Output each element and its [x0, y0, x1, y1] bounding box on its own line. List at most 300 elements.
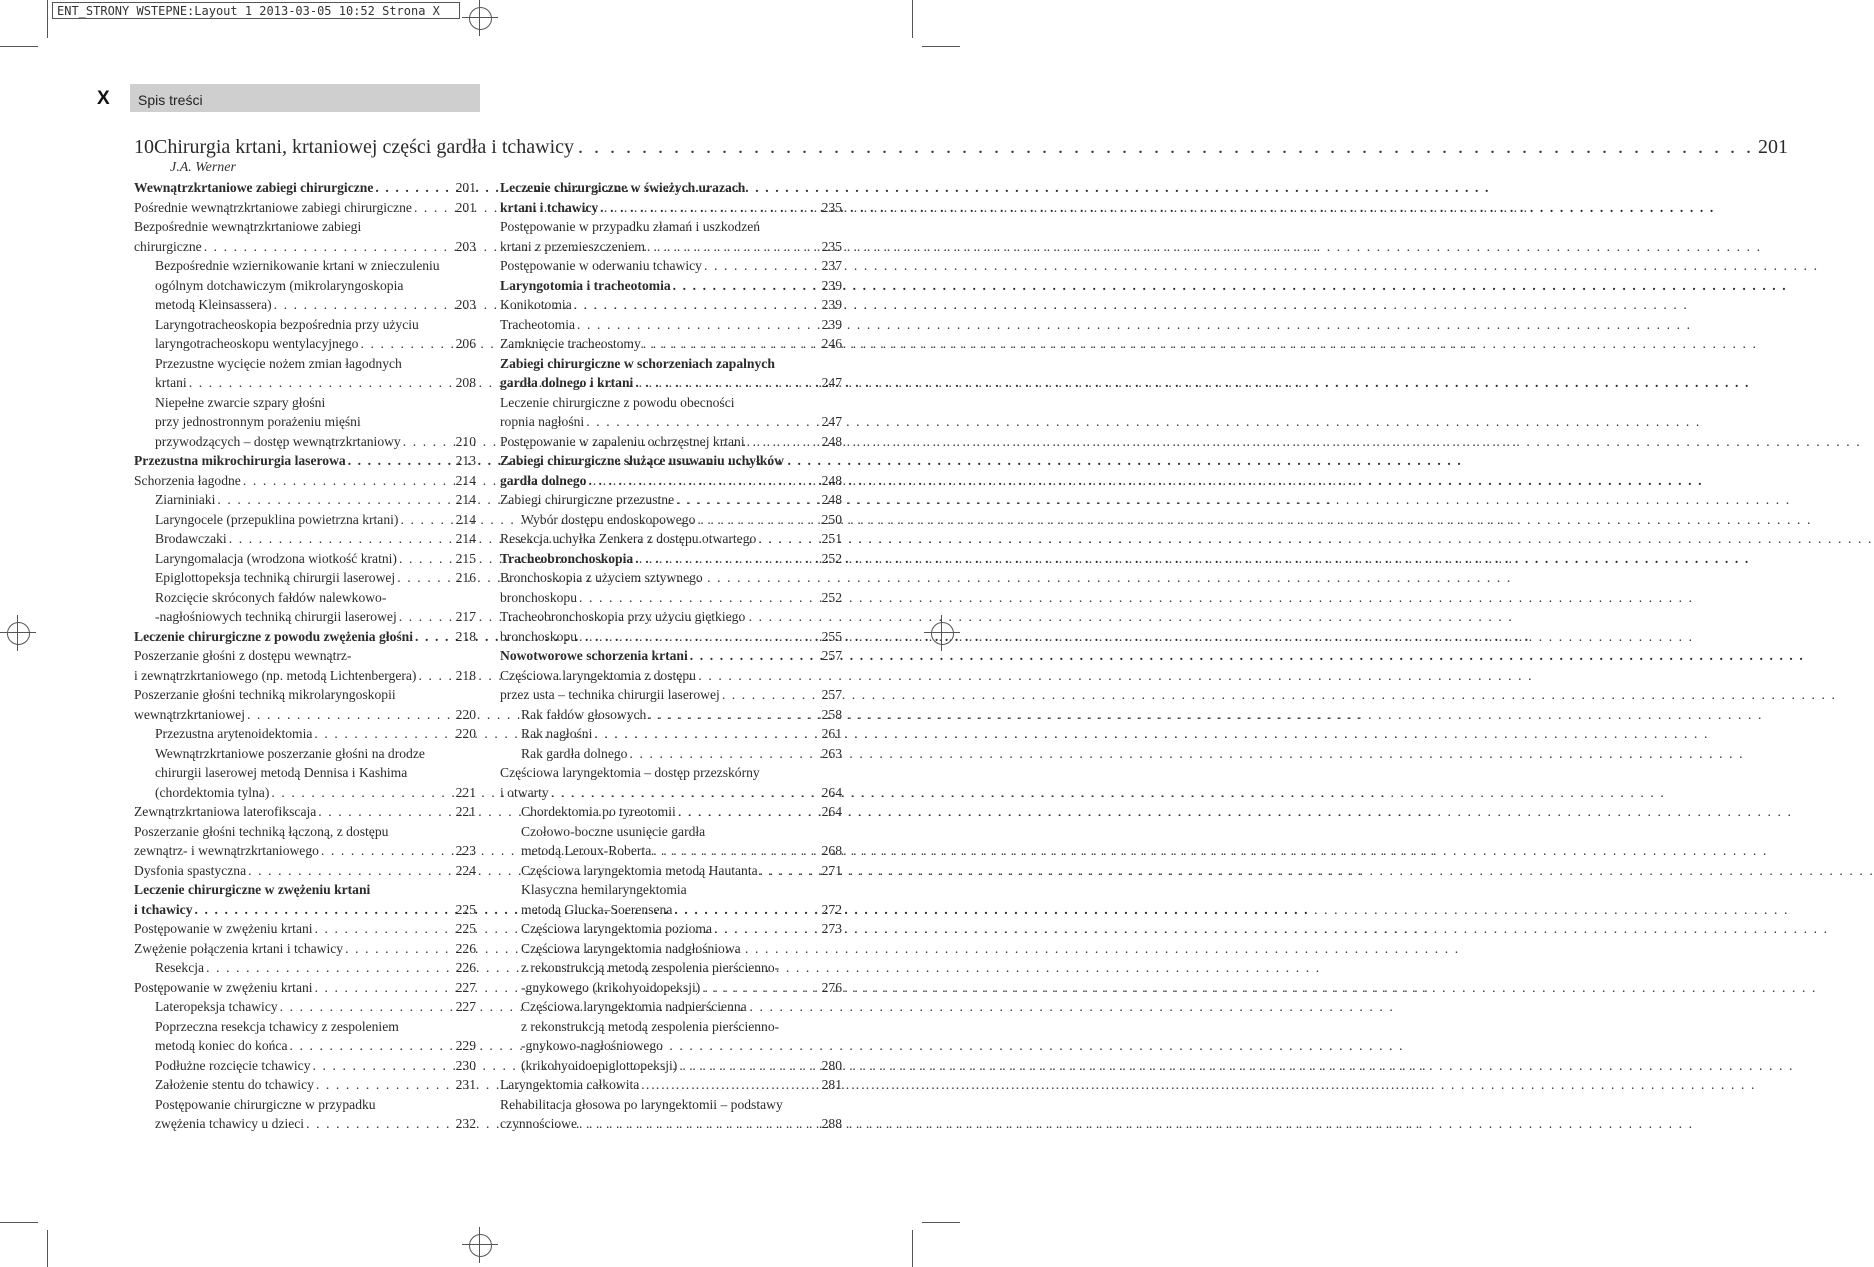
toc-entry [500, 1095, 842, 1115]
toc-entry-title: zwężenia tchawicy u dzieci [155, 1116, 305, 1131]
crop-mark [47, 1230, 48, 1267]
toc-entry [134, 412, 476, 432]
toc-entry [134, 276, 476, 296]
toc-entry-page: 272 [821, 901, 842, 917]
registration-mark-top [462, 0, 498, 36]
dot-leader [635, 549, 819, 569]
dot-leader [758, 529, 819, 549]
toc-entry [500, 295, 842, 315]
toc-entry [134, 978, 476, 998]
toc-entry-title: Zabiegi chirurgiczne w schorzeniach zapalnych [500, 355, 775, 371]
toc-entry [500, 822, 842, 842]
registration-mark-left [0, 615, 36, 651]
toc-entry [134, 529, 476, 549]
toc-entry-title: Brodawczaki [155, 531, 227, 546]
chapter-number: 10 [134, 136, 154, 158]
toc-entry-title: z rekonstrukcją metodą zespolenia pierścienno- [521, 1018, 780, 1034]
registration-mark-bottom [462, 1227, 498, 1263]
toc-entry-page: 225 [455, 901, 476, 917]
toc-entry [500, 997, 842, 1017]
dot-leader [348, 451, 454, 471]
toc-entry [134, 724, 476, 744]
toc-entry-title: Epiglottopeksja techniką chirurgii laserowej [155, 570, 396, 585]
toc-entry [500, 198, 842, 218]
dot-leader [600, 198, 819, 218]
toc-entry [134, 783, 476, 803]
toc-entry-title: krtani i tchawicy [500, 199, 599, 215]
toc-entry [134, 198, 476, 218]
chapter-title: Chirurgia krtani, krtaniowej części gardła i tchawicy [154, 136, 575, 158]
toc-entry [134, 900, 476, 920]
toc-entry-title: Wewnątrzkrtaniowe poszerzanie głośni na drodze [155, 745, 425, 761]
dot-leader [315, 919, 454, 939]
dot-leader [274, 295, 454, 315]
toc-entry-title: metodą Kleinsassera) [155, 297, 272, 312]
toc-entry [500, 432, 842, 452]
toc-entry [134, 549, 476, 569]
toc-entry [500, 393, 842, 413]
dot-leader [399, 549, 454, 569]
toc-entry [500, 919, 842, 939]
toc-entry-title: zewnątrz- i wewnątrzkrtaniowego [134, 843, 319, 858]
toc-entry [500, 354, 842, 374]
toc-entry-page: 281 [821, 1077, 842, 1092]
toc-entry-page: 226 [455, 960, 476, 975]
toc-entry-title: Leczenie chirurgiczne w świeżych urazach [500, 180, 746, 195]
toc-entry [134, 256, 476, 276]
dot-leader [588, 471, 819, 491]
toc-entry-title: bronchoskopu [500, 628, 578, 644]
toc-entry-title: krtani [155, 375, 187, 390]
toc-entry-title: Postępowanie w zapaleniu ochrzęstnej krtani [500, 433, 745, 449]
toc-entry-title: Laryngotracheoskopia bezpośrednia przy użyciu [155, 316, 419, 332]
toc-entry [500, 451, 842, 471]
toc-entry [500, 783, 842, 803]
toc-entry-title: metodą Leroux-Roberta [521, 843, 652, 858]
crop-mark [912, 1230, 913, 1267]
toc-entry [134, 666, 476, 686]
toc-entry-title: Częściowa laryngektomia pozioma [521, 921, 713, 936]
toc-entry-title: Rak fałdów głosowych [521, 706, 647, 722]
toc-entry-page: 210 [455, 433, 476, 449]
toc-entry-page: 263 [821, 745, 842, 761]
toc-entry [134, 178, 476, 198]
toc-entry [134, 939, 476, 959]
toc-entry-page: 248 [821, 472, 842, 488]
dot-leader [673, 276, 820, 296]
dot-leader [647, 237, 820, 257]
toc-entry-title: Bezpośrednie wziernikowanie krtani w znieczuleniu [155, 258, 440, 273]
toc-entry [134, 1017, 476, 1037]
toc-entry [134, 1036, 476, 1056]
toc-entry-title: Zewnątrzkrtaniowa laterofikscaja [134, 804, 317, 819]
toc-entry-title: Częściowa laryngektomia – dostęp przezskórny [500, 765, 760, 780]
toc-entry-title: Postępowanie chirurgiczne w przypadku [155, 1096, 376, 1112]
toc-entry-title: chirurgii laserowej metodą Dennisa i Kashima [155, 765, 408, 780]
dot-leader [290, 1036, 454, 1056]
toc-entry-title: Laryngektomia całkowita [500, 1077, 640, 1092]
toc-entry-title: Leczenie chirurgiczne w zwężeniu krtani [134, 882, 371, 897]
toc-entry [134, 705, 476, 725]
dot-leader [243, 471, 454, 491]
toc-entry-page: 276 [821, 979, 842, 995]
toc-entry [134, 1095, 476, 1115]
toc-entry-title: Postępowanie w oderwaniu tchawicy [500, 258, 702, 273]
toc-entry-title: (krikohyoidoepiglottopeksji) [521, 1057, 678, 1073]
toc-entry [134, 685, 476, 705]
toc-entry-page: 214 [455, 511, 476, 527]
dot-leader [360, 334, 453, 354]
toc-entry [134, 1114, 476, 1134]
toc-entry-title: Tracheobronchoskopia przy użyciu giętkiego [500, 609, 746, 624]
dot-leader [397, 568, 453, 588]
toc-entry-title: Postępowanie w przypadku złamań i uszkodzeń [500, 219, 761, 234]
toc-entry [134, 295, 476, 315]
toc-entry [134, 1056, 476, 1076]
crop-mark [47, 0, 48, 38]
toc-entry-title: przy jednostronnym porażeniu mięśni [155, 414, 361, 429]
toc-entry [134, 354, 476, 374]
toc-entry [134, 958, 476, 978]
toc-entry-title: Bronchoskopia z użyciem sztywnego [500, 570, 703, 585]
toc-entry-page: 248 [821, 492, 842, 507]
toc-entry [500, 705, 842, 725]
dot-leader [313, 1056, 454, 1076]
toc-entry-page: 218 [455, 667, 476, 683]
toc-entry [500, 178, 842, 198]
toc-entry [500, 412, 842, 432]
toc-entry-title: metodą Glucka–Soerensena [521, 901, 673, 917]
toc-column-right [500, 178, 842, 1134]
dot-leader [704, 256, 820, 276]
dot-leader [676, 490, 819, 510]
dot-leader [314, 724, 453, 744]
crop-mark [922, 46, 960, 47]
toc-entry [500, 217, 842, 237]
toc-entry-title: Zwężenie połączenia krtani i tchawicy [134, 940, 344, 956]
toc-entry-title: Poprzeczna resekcja tchawicy z zespoleniem [155, 1018, 399, 1034]
dot-leader [653, 841, 819, 861]
toc-entry-title: krtani z przemieszczeniem [500, 238, 645, 254]
dot-leader [678, 802, 820, 822]
toc-entry [500, 763, 842, 783]
toc-entry-title: Zabiegi chirurgiczne służące usuwaniu uchyłków [500, 453, 784, 468]
toc-entry-title: Lateropeksja tchawicy [155, 999, 278, 1014]
dot-leader [679, 1056, 819, 1076]
toc-entry-title: Postępowanie w zwężeniu krtani [134, 979, 313, 995]
toc-entry-page: 246 [821, 336, 842, 351]
toc-entry-title: Postępowanie w zwężeniu krtani [134, 921, 313, 936]
toc-entry-page: 214 [455, 492, 476, 507]
toc-entry-page: 216 [455, 570, 476, 585]
toc-entry-title: -gnykowego (krikohyoidopeksji) [521, 979, 701, 995]
crop-mark [0, 1222, 38, 1223]
dot-leader [400, 510, 453, 530]
toc-entry-title: Bezpośrednie wewnątrzkrtaniowe zabiegi [134, 219, 362, 234]
toc-entry-page: 221 [455, 784, 476, 800]
toc-entry-title: gardła dolnego [500, 472, 587, 488]
toc-entry [500, 646, 842, 666]
toc-entry-page: 264 [821, 784, 842, 800]
toc-entry [134, 315, 476, 335]
dot-leader [551, 783, 820, 803]
toc-entry [500, 588, 842, 608]
toc-entry [500, 607, 842, 627]
dot-leader [418, 666, 453, 686]
toc-entry-title: -gnykowo-nagłośniowego [521, 1038, 663, 1053]
toc-entry-page: 229 [455, 1038, 476, 1053]
toc-column-left [134, 178, 476, 1134]
toc-entry [134, 588, 476, 608]
toc-entry-title: ogólnym dotchawiczym (mikrolaryngoskopia [155, 277, 404, 293]
dot-leader [674, 900, 819, 920]
toc-entry-page: 231 [455, 1077, 476, 1092]
toc-entry-title: Rozcięcie skróconych fałdów nalewkowo- [155, 589, 387, 605]
toc-entry [134, 919, 476, 939]
toc-entry-page: 255 [821, 628, 842, 644]
toc-entry [500, 861, 842, 881]
dot-leader [248, 861, 453, 881]
toc-entry [500, 529, 842, 549]
toc-entry [500, 490, 842, 510]
toc-entry-page: 206 [455, 336, 476, 351]
toc-entry-title: laryngotracheoskopu wentylacyjnego [155, 336, 359, 351]
toc-entry-title: czynnościowe [500, 1116, 578, 1131]
dot-leader [574, 295, 820, 315]
toc-entry-title: Laryngotomia i tracheotomia [500, 277, 671, 293]
dot-leader [579, 627, 820, 647]
chapter-page: 201 [1758, 136, 1789, 158]
dot-leader [375, 178, 453, 198]
toc-entry-title: Przezustna mikrochirurgia laserowa [134, 453, 346, 468]
toc-entry-page: 224 [455, 862, 476, 878]
toc-entry [134, 841, 476, 861]
toc-entry-title: -nagłośniowych techniką chirurgii laserowej [155, 609, 397, 624]
toc-entry-title: Niepełne zwarcie szpary głośni [155, 394, 326, 410]
toc-entry-page: 268 [821, 843, 842, 858]
toc-entry-page: 218 [455, 628, 476, 644]
toc-entry [134, 237, 476, 257]
toc-entry-title: Chordektomia po tyreotomii [521, 804, 676, 819]
toc-entry [134, 334, 476, 354]
dot-leader [643, 334, 820, 354]
toc-entry [134, 471, 476, 491]
toc-entry-page: 251 [821, 531, 842, 546]
toc-entry [500, 276, 842, 296]
dot-leader [217, 490, 453, 510]
toc-entry-page: 226 [455, 940, 476, 956]
toc-entry [134, 763, 476, 783]
toc-entry-title: z rekonstrukcją metodą zespolenia pierścienno- [521, 960, 780, 975]
toc-entry [134, 568, 476, 588]
dot-leader [690, 646, 820, 666]
toc-entry-page: 214 [455, 472, 476, 488]
toc-entry [134, 880, 476, 900]
toc-entry-page: 232 [455, 1116, 476, 1131]
toc-entry [500, 900, 842, 920]
toc-entry-page: 235 [821, 199, 842, 215]
toc-entry-page: 258 [821, 706, 842, 722]
toc-entry-title: Zabiegi chirurgiczne przezustne [500, 492, 675, 507]
toc-entry [500, 744, 842, 764]
toc-entry-title: Pośrednie wewnątrzkrtaniowe zabiegi chirurgiczne [134, 199, 412, 215]
toc-entry-title: Dysfonia spastyczna [134, 862, 247, 878]
dot-leader [271, 783, 453, 803]
toc-entry [134, 393, 476, 413]
dot-leader [189, 373, 454, 393]
toc-entry [134, 432, 476, 452]
toc-entry-title: Przezustne wycięcie nożem zmian łagodnych [155, 355, 402, 371]
toc-entry-title: Czołowo-boczne usunięcie gardła [521, 823, 706, 839]
dot-leader [577, 315, 820, 335]
toc-entry [134, 217, 476, 237]
toc-entry-page: 271 [821, 862, 842, 878]
dot-leader [229, 529, 454, 549]
dot-leader [760, 861, 820, 881]
chapter-heading [134, 136, 1789, 159]
toc-entry-title: Rak nagłośni [521, 726, 593, 741]
dot-leader [247, 705, 454, 725]
toc-entry-title: i zewnątrzkrtaniowego (np. metodą Lichtenbergera) [134, 667, 417, 683]
toc-entry-title: Konikotomia [500, 297, 572, 312]
toc-entry-page: 220 [455, 706, 476, 722]
toc-entry [134, 861, 476, 881]
dot-leader [306, 1114, 454, 1134]
toc-entry [500, 939, 842, 959]
toc-entry-page: 230 [455, 1057, 476, 1073]
toc-entry-title: bronchoskopu [500, 589, 578, 605]
toc-entry-page: 220 [455, 726, 476, 741]
dot-leader [697, 510, 819, 530]
toc-entry [500, 1036, 842, 1056]
toc-entry-title: i tchawicy [134, 901, 193, 917]
dot-leader [318, 802, 453, 822]
toc-entry-title: przez usta – technika chirurgii laserowej [500, 687, 720, 702]
toc-entry [134, 802, 476, 822]
toc-entry-page: 227 [455, 999, 476, 1014]
toc-entry [134, 997, 476, 1017]
toc-entry [500, 334, 842, 354]
toc-entry-page: 288 [821, 1116, 842, 1131]
toc-entry-page: 221 [455, 804, 476, 819]
toc-entry-page: 252 [821, 589, 842, 605]
toc-entry [500, 627, 842, 647]
toc-entry-page: 223 [455, 843, 476, 858]
toc-entry-page: 273 [821, 921, 842, 936]
toc-entry-title: wewnątrzkrtaniowej [134, 706, 245, 722]
dot-leader [722, 685, 820, 705]
toc-entry-title: Rehabilitacja głosowa po laryngektomii – podstawy [500, 1096, 783, 1112]
dot-leader [579, 1114, 820, 1134]
toc-entry-page: 247 [821, 414, 842, 429]
toc-entry [500, 841, 842, 861]
toc-entry [500, 666, 842, 686]
toc-entry-page: 250 [821, 511, 842, 527]
toc-entry-page: 237 [821, 258, 842, 273]
dot-leader [399, 607, 454, 627]
crop-mark [912, 0, 913, 38]
toc-entry-page: 201 [455, 199, 476, 215]
toc-entry-title: Tracheobronchoskopia [500, 550, 634, 566]
toc-entry-title: Częściowa laryngektomia z dostępu [500, 667, 696, 683]
dot-leader [578, 136, 1754, 159]
toc-entry-title: metodą koniec do końca [155, 1038, 288, 1053]
dot-leader [641, 1075, 819, 1095]
toc-entry-title: ropnia nagłośni [500, 414, 585, 429]
toc-entry-title: Częściowa laryngektomia nadgłośniowa [521, 940, 741, 956]
toc-entry [500, 685, 842, 705]
toc-entry-page: 239 [821, 277, 842, 293]
toc-entry [134, 451, 476, 471]
toc-entry-page: 280 [821, 1057, 842, 1073]
dot-leader [747, 432, 820, 452]
toc-entry-page: 215 [455, 550, 476, 566]
toc-entry-page: 252 [821, 550, 842, 566]
toc-entry-page: 203 [455, 238, 476, 254]
toc-entry-page: 213 [455, 453, 476, 468]
toc-entry-page: 235 [821, 238, 842, 254]
toc-entry-page: 247 [821, 375, 842, 390]
toc-entry [500, 802, 842, 822]
toc-entry [134, 744, 476, 764]
toc-entry-page: 257 [821, 687, 842, 702]
toc-entry [134, 510, 476, 530]
toc-entry-title: Laryngocele (przepuklina powietrzna krtani) [155, 511, 399, 527]
dot-leader [206, 958, 454, 978]
toc-entry [500, 510, 842, 530]
dot-leader [714, 919, 820, 939]
page-marker: X [97, 88, 110, 109]
toc-entry-title: Zamknięcie tracheostomy [500, 336, 641, 351]
toc-entry-title: Częściowa laryngektomia metodą Hautanta [521, 862, 758, 878]
chapter-author: J.A. Werner [170, 160, 236, 175]
toc-entry-title: gardła dolnego i krtani [500, 375, 634, 390]
toc-entry-title: Poszerzanie głośni techniką mikrolaryngoskopii [134, 687, 396, 702]
toc-entry-title: Resekcja uchyłka Zenkera z dostępu otwartego [500, 531, 757, 546]
toc-entry [134, 627, 476, 647]
dot-leader [415, 627, 454, 647]
toc-entry [500, 315, 842, 335]
toc-entry [500, 256, 842, 276]
dot-leader [629, 744, 819, 764]
crop-mark [0, 46, 38, 47]
dot-leader [414, 198, 454, 218]
toc-entry [500, 1114, 842, 1134]
toc-entry-title: (chordektomia tylna) [155, 784, 270, 800]
toc-entry-page: 227 [455, 979, 476, 995]
toc-entry-title: chirurgiczne [134, 238, 202, 254]
toc-entry [500, 237, 842, 257]
toc-entry-page: 214 [455, 531, 476, 546]
dot-leader [702, 978, 819, 998]
toc-entry [500, 978, 842, 998]
dot-leader [345, 939, 454, 959]
toc-entry-page: 208 [455, 375, 476, 390]
toc-entry [134, 373, 476, 393]
page-title: Spis treści [138, 92, 203, 108]
toc-entry-title: Laryngomalacja (wrodzona wiotkość kratni) [155, 550, 397, 566]
toc-entry-page: 239 [821, 297, 842, 312]
dot-leader [204, 237, 454, 257]
print-slug: ENT_STRONY WSTEPNE:Layout 1 2013-03-05 10:52 Strona X [52, 2, 460, 19]
dot-leader [280, 997, 454, 1017]
toc-entry [500, 1056, 842, 1076]
dot-leader [648, 705, 819, 725]
toc-entry [500, 373, 842, 393]
toc-entry [500, 958, 842, 978]
toc-entry-title: Ziarniniaki [155, 492, 216, 507]
toc-entry [134, 822, 476, 842]
